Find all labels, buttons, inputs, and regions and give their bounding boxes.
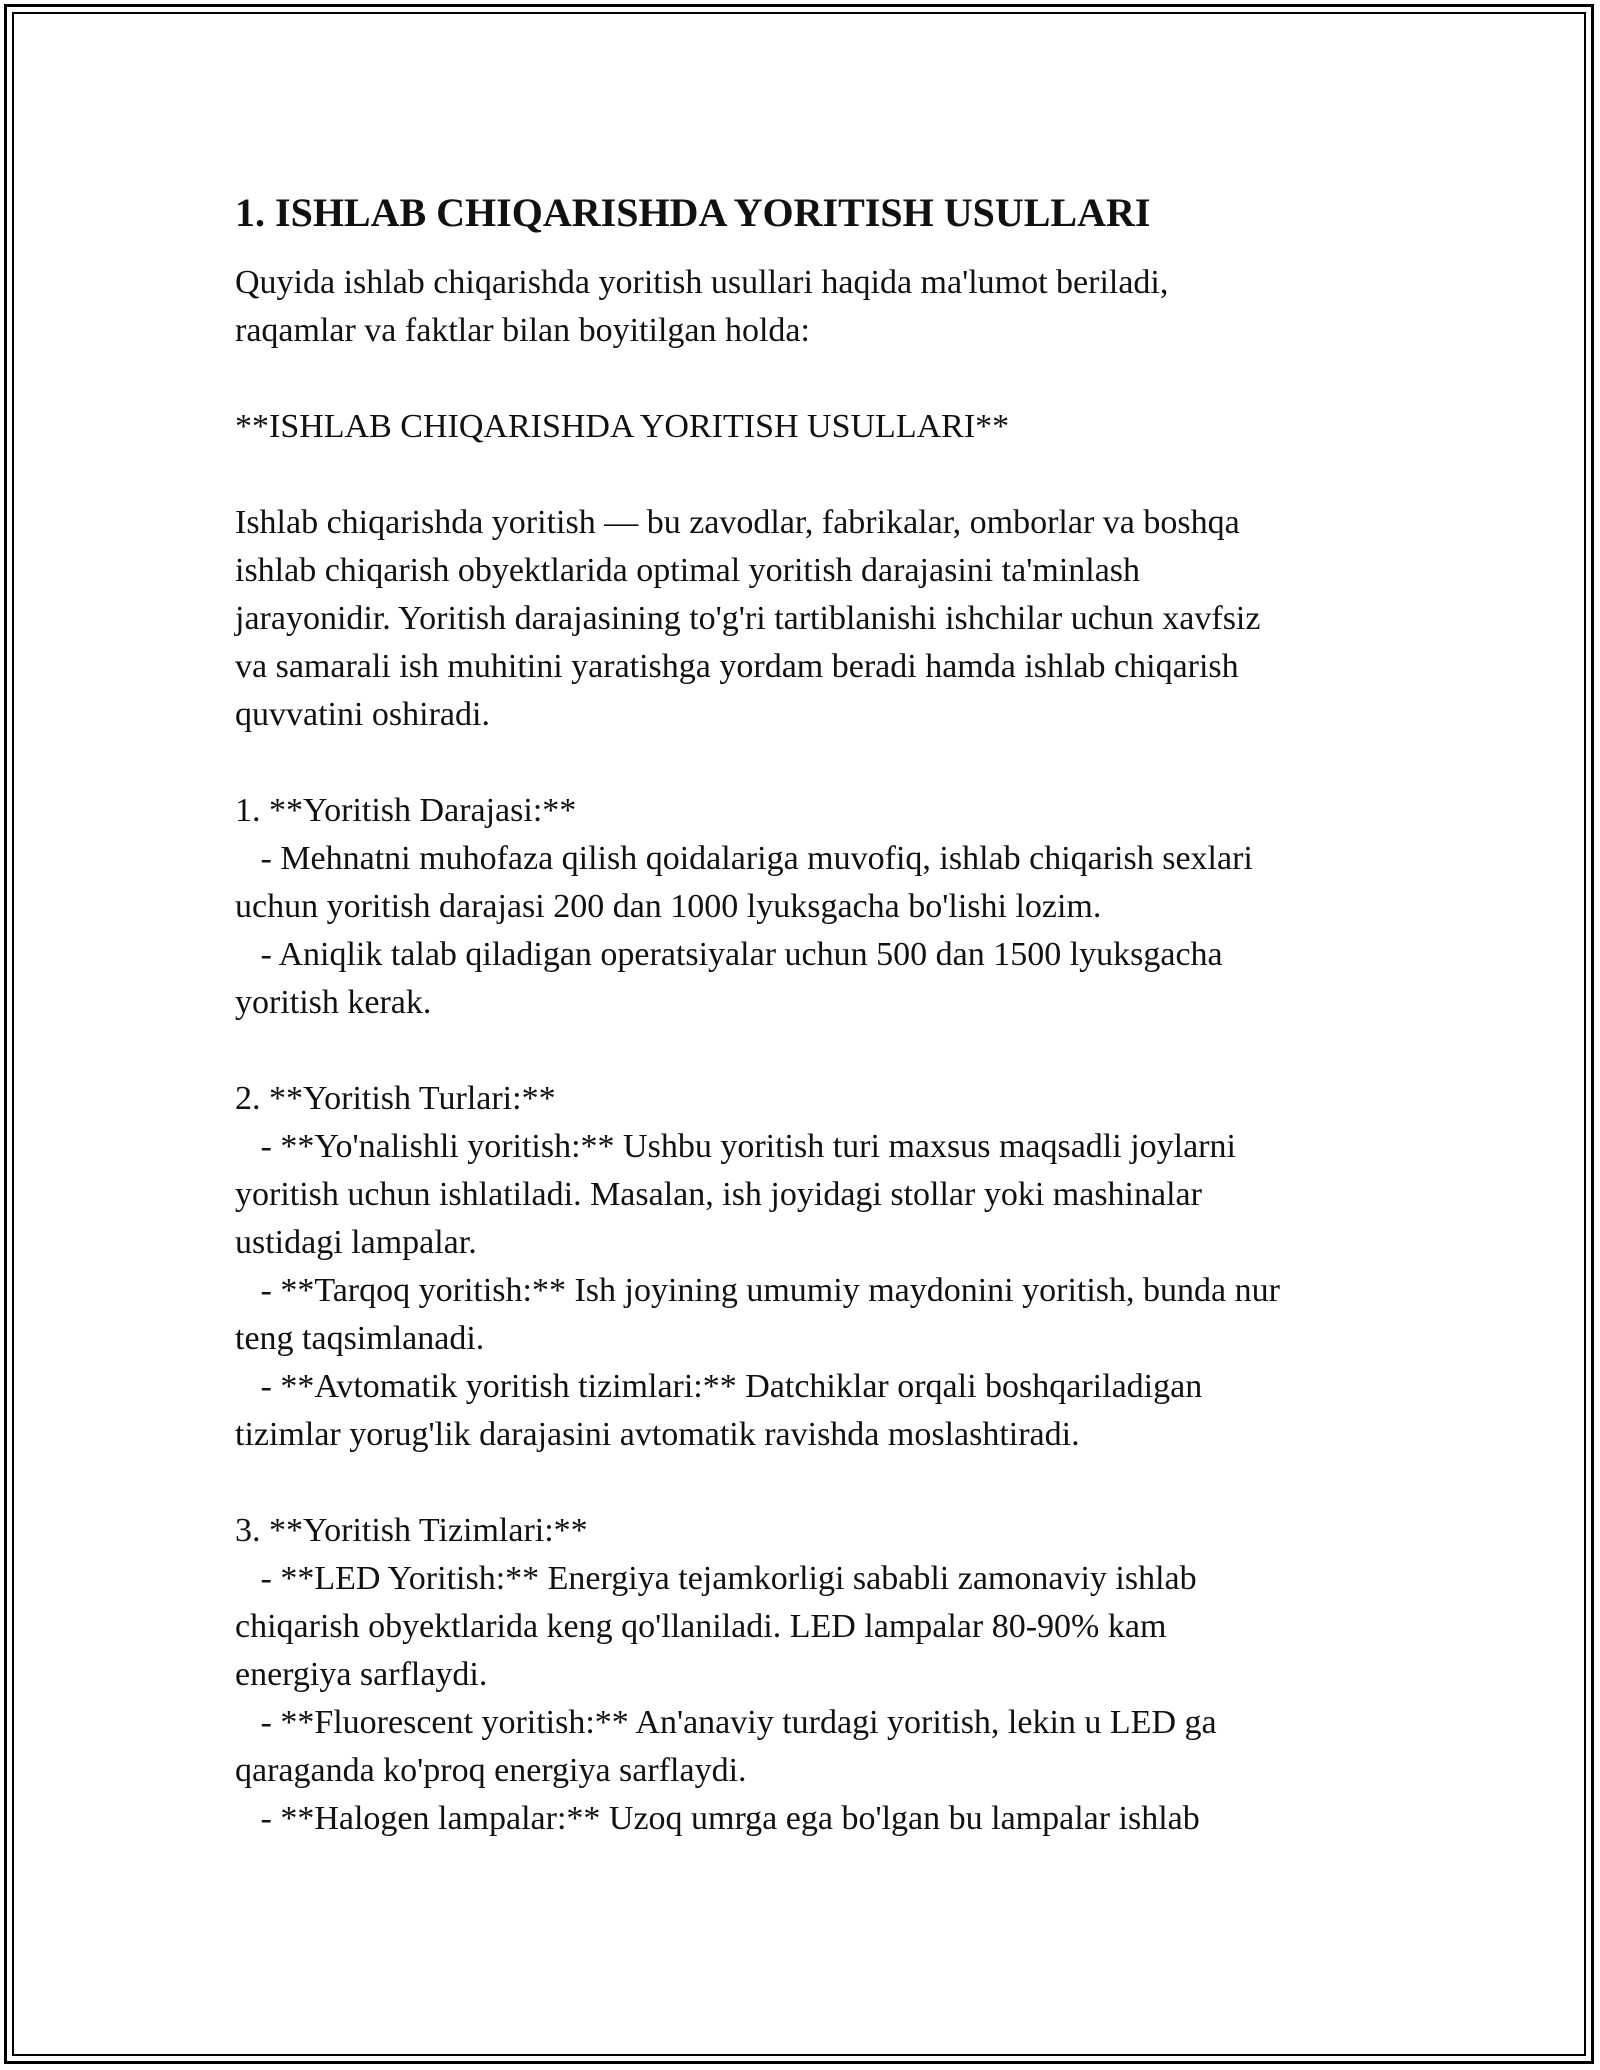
list-item-lighting-types: 2. **Yoritish Turlari:** - **Yo'nalishli yoritish:** Ushbu yoritish turi maxsus maqsadli joylarni yoritish uchun ishlatiladi. Masalan, ish joyidagi stollar yoki mashinalar ustidagi lampalar. - **Tarqoq yoritish:** Ish joyining umumiy maydonini yoritish, bunda nur teng taqsimlanadi. - **Avtomatik yoritish tizimlari:** Datchiklar orqali boshqariladigan tizimlar yorug'lik darajasini avtomatik ravishda moslashtiradi. bbox=[235, 1080, 1280, 1453]
section-heading: **ISHLAB CHIQARISHDA YORITISH USULLARI** bbox=[235, 408, 1010, 445]
intro-paragraph: Quyida ishlab chiqarishda yoritish usullari haqida ma'lumot beriladi, raqamlar va faktlar bilan boyitilgan holda: bbox=[235, 264, 1169, 349]
blank-line bbox=[235, 451, 1375, 499]
document-body bbox=[235, 185, 1375, 1843]
definition-paragraph: Ishlab chiqarishda yoritish — bu zavodlar, fabrikalar, omborlar va boshqa ishlab chiqarish obyektlarida optimal yoritish darajasini ta'minlash jarayonidir. Yoritish darajasining to'g'ri tartiblanishi ishchilar uchun xavfsiz va samarali ish muhitini yaratishga yordam beradi hamda ishlab chiqarish quvvatini oshiradi. bbox=[235, 504, 1261, 733]
blank-line bbox=[235, 1459, 1375, 1507]
list-item-lighting-level: 1. **Yoritish Darajasi:** - Mehnatni muhofaza qilish qoidalariga muvofiq, ishlab chiqarish sexlari uchun yoritish darajasi 200 dan 1000 lyuksgacha bo'lishi lozim. - Aniqlik talab qiladigan operatsiyalar uchun 500 dan 1500 lyuksgacha yoritish kerak. bbox=[235, 792, 1253, 1021]
blank-line bbox=[235, 1027, 1375, 1075]
blank-line bbox=[235, 355, 1375, 403]
document-title: 1. ISHLAB CHIQARISHDA YORITISH USULLARI bbox=[235, 190, 1151, 235]
blank-line bbox=[235, 739, 1375, 787]
list-item-lighting-systems: 3. **Yoritish Tizimlari:** - **LED Yoritish:** Energiya tejamkorligi sababli zamonaviy ishlab chiqarish obyektlarida keng qo'llaniladi. LED lampalar 80-90% kam energiya sarflaydi. - **Fluorescent yoritish:** An'anaviy turdagi yoritish, lekin u LED ga qaraganda ko'proq energiya sarflaydi. - **Halogen lampalar:** Uzoq umrga ega bo'lgan bu lampalar ishlab bbox=[235, 1512, 1217, 1837]
